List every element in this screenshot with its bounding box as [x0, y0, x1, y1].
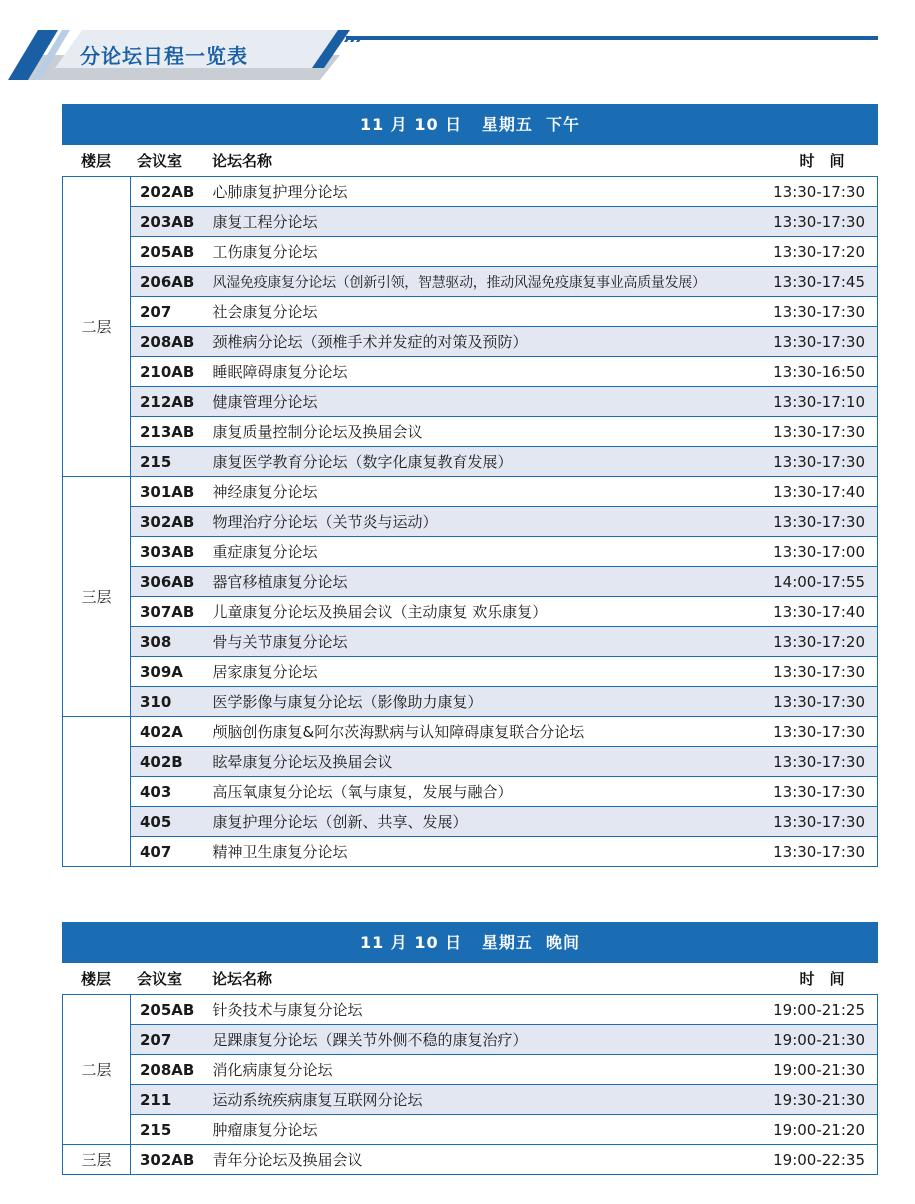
time-cell: 13:30-17:30: [758, 717, 878, 747]
forum-name-cell: 神经康复分论坛: [209, 477, 758, 507]
table-row: [63, 297, 878, 327]
floor-cell: 三层: [63, 477, 131, 717]
forum-name-cell: 社会康复分论坛: [209, 297, 758, 327]
table-row: [63, 687, 878, 717]
table-row: [63, 747, 878, 777]
room-cell: 205AB: [131, 995, 209, 1025]
session-evening: [62, 922, 878, 1175]
time-cell: 13:30-17:20: [758, 627, 878, 657]
time-cell: 13:30-17:30: [758, 507, 878, 537]
forum-name-cell: 心肺康复护理分论坛: [209, 177, 758, 207]
forum-name-cell: 消化病康复分论坛: [209, 1055, 758, 1085]
page-header: [0, 0, 915, 100]
table-row: [63, 567, 878, 597]
column-time: 时 间: [799, 970, 845, 988]
table-row: [63, 657, 878, 687]
forum-name-cell: 工伤康复分论坛: [209, 237, 758, 267]
forum-name-cell: 儿童康复分论坛及换届会议（主动康复 欢乐康复）: [209, 597, 758, 627]
time-cell: 13:30-17:40: [758, 597, 878, 627]
forum-name-cell: 针灸技术与康复分论坛: [209, 995, 758, 1025]
time-cell: 14:00-17:55: [758, 567, 878, 597]
forum-name-cell: 器官移植康复分论坛: [209, 567, 758, 597]
table-row: [63, 237, 878, 267]
table-row: [63, 1145, 878, 1175]
table-row: [63, 627, 878, 657]
room-cell: 210AB: [131, 357, 209, 387]
time-cell: 13:30-16:50: [758, 357, 878, 387]
forum-name-cell: 骨与关节康复分论坛: [209, 627, 758, 657]
floor-cell: [63, 717, 131, 867]
table-row: [63, 327, 878, 357]
column-room: 会议室: [137, 970, 183, 988]
room-cell: 308: [131, 627, 209, 657]
forum-name-cell: 风湿免疫康复分论坛（创新引领，智慧驱动，推动风湿免疫康复事业高质量发展）: [209, 267, 758, 297]
column-floor: 楼层: [80, 152, 111, 170]
floor-cell: 二层: [63, 995, 131, 1145]
table-row: [63, 507, 878, 537]
table-row: [63, 1025, 878, 1055]
table-row: [63, 1115, 878, 1145]
room-cell: 211: [131, 1085, 209, 1115]
time-cell: 19:00-21:25: [758, 995, 878, 1025]
table-row: [63, 357, 878, 387]
forum-name-cell: 眩晕康复分论坛及换届会议: [209, 747, 758, 777]
session-heading: 11 月 10 日 星期五 下午: [62, 104, 878, 145]
page-title: 分论坛日程一览表: [80, 44, 248, 68]
schedule-table: [62, 176, 878, 867]
column-name: 论坛名称: [212, 970, 273, 988]
table-row: [63, 717, 878, 747]
table-row: [63, 477, 878, 507]
table-row: [63, 995, 878, 1025]
room-cell: 309A: [131, 657, 209, 687]
table-row: [63, 777, 878, 807]
room-cell: 205AB: [131, 237, 209, 267]
time-cell: 13:30-17:30: [758, 807, 878, 837]
time-cell: 13:30-17:30: [758, 177, 878, 207]
time-cell: 13:30-17:30: [758, 747, 878, 777]
room-cell: 310: [131, 687, 209, 717]
room-cell: 302AB: [131, 507, 209, 537]
column-floor: 楼层: [80, 970, 111, 988]
room-cell: 202AB: [131, 177, 209, 207]
time-cell: 13:30-17:30: [758, 447, 878, 477]
room-cell: 215: [131, 447, 209, 477]
time-cell: 19:00-21:30: [758, 1055, 878, 1085]
session-heading: 11 月 10 日 星期五 晚间: [62, 922, 878, 963]
floor-cell: 三层: [63, 1145, 131, 1175]
table-row: [63, 387, 878, 417]
time-cell: 13:30-17:30: [758, 687, 878, 717]
time-cell: 19:30-21:30: [758, 1085, 878, 1115]
room-cell: 307AB: [131, 597, 209, 627]
time-cell: 19:00-21:20: [758, 1115, 878, 1145]
room-cell: 403: [131, 777, 209, 807]
time-cell: 13:30-17:30: [758, 837, 878, 867]
forum-name-cell: 足踝康复分论坛（踝关节外侧不稳的康复治疗）: [209, 1025, 758, 1055]
table-row: [63, 597, 878, 627]
forum-name-cell: 高压氧康复分论坛（氧与康复，发展与融合）: [209, 777, 758, 807]
time-cell: 19:00-22:35: [758, 1145, 878, 1175]
forum-name-cell: 康复质量控制分论坛及换届会议: [209, 417, 758, 447]
time-cell: 13:30-17:20: [758, 237, 878, 267]
time-cell: 13:30-17:30: [758, 777, 878, 807]
table-row: [63, 267, 878, 297]
room-cell: 303AB: [131, 537, 209, 567]
table-row: [63, 417, 878, 447]
time-cell: 13:30-17:30: [758, 417, 878, 447]
room-cell: 215: [131, 1115, 209, 1145]
room-cell: 402B: [131, 747, 209, 777]
forum-name-cell: 康复医学教育分论坛（数字化康复教育发展）: [209, 447, 758, 477]
time-cell: 13:30-17:30: [758, 207, 878, 237]
forum-name-cell: 青年分论坛及换届会议: [209, 1145, 758, 1175]
time-cell: 13:30-17:30: [758, 327, 878, 357]
time-cell: 13:30-17:30: [758, 657, 878, 687]
room-cell: 407: [131, 837, 209, 867]
forum-name-cell: 颈椎病分论坛（颈椎手术并发症的对策及预防）: [209, 327, 758, 357]
time-cell: 13:30-17:45: [758, 267, 878, 297]
time-cell: 13:30-17:10: [758, 387, 878, 417]
schedule-table: [62, 994, 878, 1175]
time-cell: 19:00-21:30: [758, 1025, 878, 1055]
room-cell: 207: [131, 1025, 209, 1055]
column-time: 时 间: [799, 152, 845, 170]
table-row: [63, 1055, 878, 1085]
forum-name-cell: 医学影像与康复分论坛（影像助力康复）: [209, 687, 758, 717]
table-row: [63, 537, 878, 567]
forum-name-cell: 运动系统疾病康复互联网分论坛: [209, 1085, 758, 1115]
room-cell: 207: [131, 297, 209, 327]
room-cell: 302AB: [131, 1145, 209, 1175]
time-cell: 13:30-17:00: [758, 537, 878, 567]
forum-name-cell: 睡眠障碍康复分论坛: [209, 357, 758, 387]
time-cell: 13:30-17:30: [758, 297, 878, 327]
room-cell: 212AB: [131, 387, 209, 417]
forum-name-cell: 康复工程分论坛: [209, 207, 758, 237]
room-cell: 301AB: [131, 477, 209, 507]
time-cell: 13:30-17:40: [758, 477, 878, 507]
room-cell: 206AB: [131, 267, 209, 297]
table-row: [63, 837, 878, 867]
forum-name-cell: 精神卫生康复分论坛: [209, 837, 758, 867]
forum-name-cell: 颅脑创伤康复&阿尔茨海默病与认知障碍康复联合分论坛: [209, 717, 758, 747]
column-room: 会议室: [137, 152, 183, 170]
room-cell: 213AB: [131, 417, 209, 447]
column-header-row: [62, 963, 878, 994]
session-afternoon: [62, 104, 878, 867]
forum-name-cell: 康复护理分论坛（创新、共享、发展）: [209, 807, 758, 837]
column-header-row: [62, 145, 878, 176]
table-row: [63, 1085, 878, 1115]
room-cell: 402A: [131, 717, 209, 747]
forum-name-cell: 健康管理分论坛: [209, 387, 758, 417]
floor-cell: 二层: [63, 177, 131, 477]
column-name: 论坛名称: [212, 152, 273, 170]
table-row: [63, 177, 878, 207]
forum-name-cell: 居家康复分论坛: [209, 657, 758, 687]
table-row: [63, 807, 878, 837]
room-cell: 208AB: [131, 327, 209, 357]
forum-name-cell: 肿瘤康复分论坛: [209, 1115, 758, 1145]
table-row: [63, 207, 878, 237]
room-cell: 208AB: [131, 1055, 209, 1085]
forum-name-cell: 重症康复分论坛: [209, 537, 758, 567]
room-cell: 306AB: [131, 567, 209, 597]
room-cell: 203AB: [131, 207, 209, 237]
room-cell: 405: [131, 807, 209, 837]
table-row: [63, 447, 878, 477]
forum-name-cell: 物理治疗分论坛（关节炎与运动）: [209, 507, 758, 537]
